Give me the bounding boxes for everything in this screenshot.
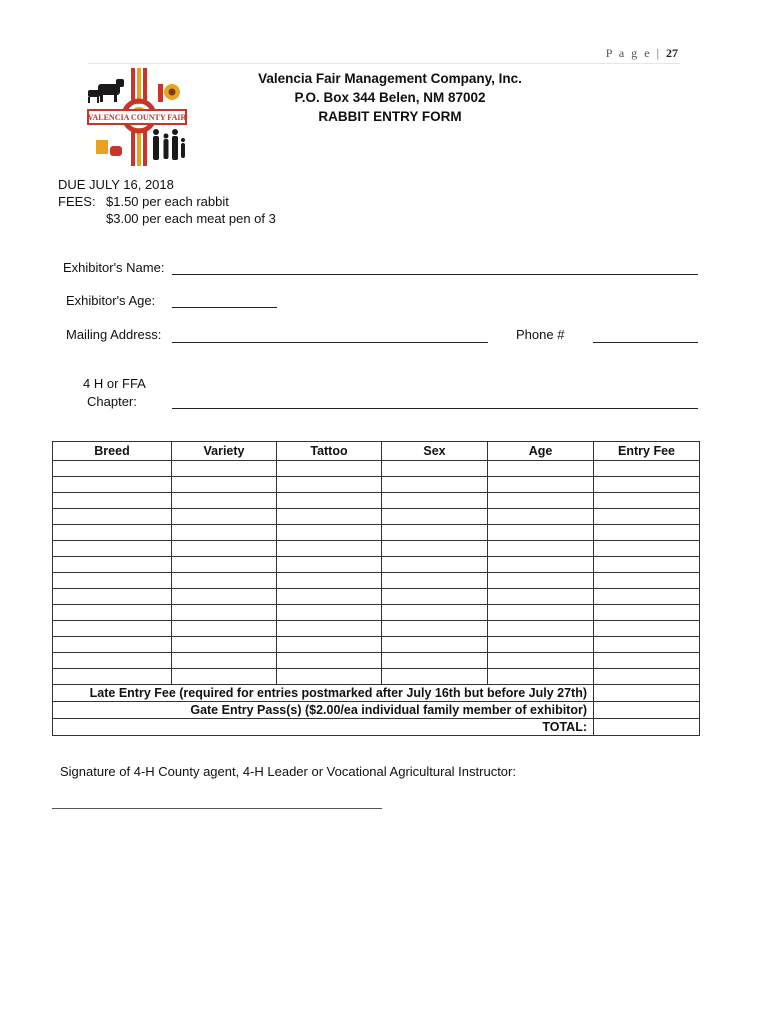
header-variety: Variety [172,442,277,461]
table-row [53,525,700,541]
entry-cell[interactable] [594,493,700,509]
entry-cell[interactable] [382,477,488,493]
entry-cell[interactable] [382,557,488,573]
entry-cell[interactable] [488,621,594,637]
entry-cell[interactable] [277,653,382,669]
total-label: TOTAL: [53,719,594,736]
table-row [53,589,700,605]
chapter-field[interactable] [172,408,698,409]
table-row [53,637,700,653]
entry-cell[interactable] [488,557,594,573]
entry-cell[interactable] [277,557,382,573]
entry-cell[interactable] [53,557,172,573]
table-row [53,621,700,637]
entry-cell[interactable] [53,621,172,637]
entry-cell[interactable] [594,509,700,525]
gate-pass-label: Gate Entry Pass(s) ($2.00/ea individual family member of exhibitor) [53,702,594,719]
entry-cell[interactable] [382,653,488,669]
entry-cell[interactable] [488,461,594,477]
mailing-address-field[interactable] [172,342,488,343]
entry-cell[interactable] [277,493,382,509]
header-tattoo: Tattoo [277,442,382,461]
entry-cell[interactable] [488,653,594,669]
phone-field[interactable] [593,342,698,343]
entry-cell[interactable] [53,493,172,509]
late-fee-cell[interactable] [594,685,700,702]
table-row [53,573,700,589]
entry-cell[interactable] [277,461,382,477]
entry-cell[interactable] [172,477,277,493]
entry-rows [53,461,700,685]
entry-cell[interactable] [172,653,277,669]
table-row [53,653,700,669]
entry-cell[interactable] [53,541,172,557]
entry-cell[interactable] [172,541,277,557]
entry-cell[interactable] [53,589,172,605]
chapter-label-line2: Chapter: [87,394,137,409]
entry-cell[interactable] [382,605,488,621]
entry-cell[interactable] [382,493,488,509]
page-separator: | [656,46,661,60]
entry-table [52,441,700,736]
entry-cell[interactable] [488,525,594,541]
entry-cell[interactable] [488,589,594,605]
entry-cell[interactable] [53,637,172,653]
entry-cell[interactable] [594,573,700,589]
header-age: Age [488,442,594,461]
entry-cell[interactable] [594,557,700,573]
exhibitor-age-field[interactable] [172,307,277,308]
signature-field[interactable] [52,808,382,809]
due-date: DUE JULY 16, 2018 [58,177,174,192]
table-row [53,669,700,685]
signature-label: Signature of 4-H County agent, 4-H Leader or Vocational Agricultural Instructor: [60,764,516,779]
total-cell[interactable] [594,719,700,736]
entry-cell[interactable] [172,573,277,589]
entry-cell[interactable] [172,621,277,637]
entry-cell[interactable] [277,637,382,653]
cow-silhouette [98,79,124,102]
logo-text: VALENCIA COUNTY FAIR [87,113,187,122]
entry-cell[interactable] [382,621,488,637]
entry-cell[interactable] [277,573,382,589]
exhibitor-name-label: Exhibitor's Name: [63,260,165,275]
entry-cell[interactable] [382,541,488,557]
entry-cell[interactable] [382,669,488,685]
horse-silhouette [88,90,100,103]
entry-cell[interactable] [488,669,594,685]
entry-cell[interactable] [53,653,172,669]
entry-cell[interactable] [488,509,594,525]
entry-cell[interactable] [277,589,382,605]
form-title: RABBIT ENTRY FORM [318,109,462,124]
company-name: Valencia Fair Management Company, Inc. [258,71,522,86]
entry-cell[interactable] [172,509,277,525]
entry-cell[interactable] [277,541,382,557]
entry-cell[interactable] [53,477,172,493]
phone-label: Phone # [516,327,565,342]
entry-cell[interactable] [488,605,594,621]
entry-cell[interactable] [594,589,700,605]
entry-cell[interactable] [277,477,382,493]
late-fee-label: Late Entry Fee (required for entries postmarked after July 16th but before July 27th) [53,685,594,702]
exhibitor-age-label: Exhibitor's Age: [66,293,156,308]
fee-rabbit: $1.50 per each rabbit [106,194,229,209]
entry-cell[interactable] [594,621,700,637]
entry-cell[interactable] [382,509,488,525]
entry-cell[interactable] [488,541,594,557]
entry-cell[interactable] [53,669,172,685]
entry-cell[interactable] [172,461,277,477]
table-row [53,493,700,509]
table-row [53,509,700,525]
entry-cell[interactable] [594,477,700,493]
company-address: P.O. Box 344 Belen, NM 87002 [294,90,486,105]
header-rule [88,63,680,64]
entry-cell[interactable] [53,605,172,621]
entry-cell[interactable] [53,573,172,589]
entry-cell[interactable] [382,525,488,541]
header-sex: Sex [382,442,488,461]
entry-cell[interactable] [594,669,700,685]
header-entry-fee: Entry Fee [594,442,700,461]
entry-cell[interactable] [172,557,277,573]
entry-cell[interactable] [488,477,594,493]
entry-cell[interactable] [277,525,382,541]
entry-cell[interactable] [594,461,700,477]
fee-meat-pen: $3.00 per each meat pen of 3 [106,211,276,226]
total-row [53,719,700,736]
entry-cell[interactable] [172,605,277,621]
entry-cell[interactable] [172,493,277,509]
food-items [96,140,122,156]
family-silhouette [153,129,185,160]
entry-cell[interactable] [172,637,277,653]
entry-cell[interactable] [172,589,277,605]
table-header-row [53,442,700,461]
entry-cell[interactable] [594,525,700,541]
entry-cell[interactable] [594,605,700,621]
mailing-address-label: Mailing Address: [66,327,162,342]
table-row [53,461,700,477]
entry-cell[interactable] [488,637,594,653]
exhibitor-name-field[interactable] [172,274,698,275]
page-number-value: 27 [666,46,678,60]
page-word: P a g e [605,46,652,60]
entry-cell[interactable] [382,461,488,477]
entry-cell[interactable] [277,621,382,637]
entry-cell[interactable] [382,637,488,653]
table-row [53,557,700,573]
entry-cell[interactable] [382,589,488,605]
entry-cell[interactable] [277,509,382,525]
entry-cell[interactable] [594,637,700,653]
page-number [560,46,678,61]
gate-pass-row [53,702,700,719]
entry-cell[interactable] [277,605,382,621]
table-row [53,605,700,621]
entry-cell[interactable] [594,541,700,557]
entry-cell[interactable] [488,573,594,589]
chapter-label-line1: 4 H or FFA [83,376,146,391]
table-row [53,541,700,557]
entry-cell[interactable] [594,653,700,669]
late-fee-row [53,685,700,702]
fees-label: FEES: [58,194,96,209]
entry-cell[interactable] [172,669,277,685]
gate-pass-cell[interactable] [594,702,700,719]
entry-cell[interactable] [488,493,594,509]
entry-cell[interactable] [53,461,172,477]
entry-cell[interactable] [53,525,172,541]
entry-cell[interactable] [382,573,488,589]
entry-cell[interactable] [53,509,172,525]
header-breed: Breed [53,442,172,461]
table-row [53,477,700,493]
entry-cell[interactable] [172,525,277,541]
entry-cell[interactable] [277,669,382,685]
